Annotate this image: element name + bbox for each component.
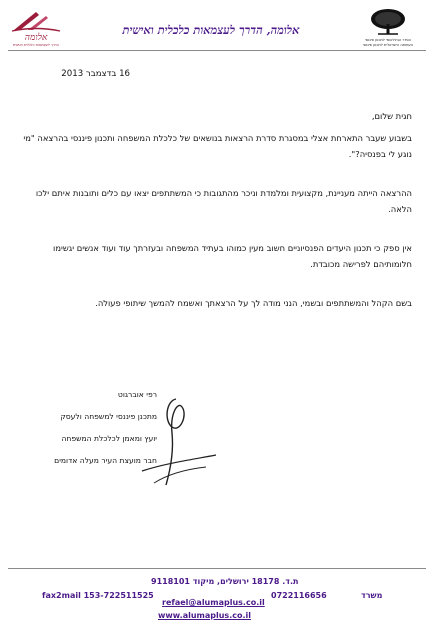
- signatory-title-3: חבר מועצת העיר מעלה אדומים: [54, 456, 157, 465]
- footer-website-link[interactable]: www.alumaplus.co.il: [158, 611, 251, 620]
- tree-seal-text-line-2: העמותה הישראלית לתכנון פיננסי: [362, 42, 414, 47]
- footer-email-link[interactable]: refael@alumaplus.co.il: [162, 598, 265, 607]
- letter-date: 16 בדצמבר 2013: [61, 69, 130, 79]
- footer-address: ת.ד. 18178 ירושלים, מיקוד 9118101: [151, 577, 299, 586]
- tree-seal-text: [348, 38, 428, 47]
- letter-paragraph-4: בשם הקהל והמשתתפים ובשמי, הנני מודה לך על הרצאתך ואשמח להמשך שיתופי פעולה.: [95, 298, 412, 308]
- footer-fax: fax2mail 153-722511525: [42, 591, 154, 600]
- aluma-logo-tagline: הדרך לעצמאות כלכלית ואישית: [12, 43, 60, 47]
- aluma-logo-text: אלומה: [24, 33, 48, 43]
- tree-seal-icon: [348, 6, 428, 38]
- aluma-logo: [6, 8, 66, 50]
- letter-greeting: חגית שלום,: [371, 111, 412, 121]
- footer-office-phone: 0722116656: [271, 591, 327, 600]
- footer-office-label: משרד: [361, 591, 383, 600]
- signatory-name: רפי אוברגוט: [117, 390, 157, 399]
- header-title: אלומה, הדרך לעצמאות כלכלית ואישית: [122, 23, 300, 37]
- tree-seal-logo: [348, 6, 428, 50]
- letter-paragraph-2: ההרצאה הייתה מעניינת, מקצועית ומלמדת וניכר מהתגובות כי המשתתפים יצאו עם כלים ותובנות איתם ילכו הלאה.: [35, 188, 412, 214]
- footer-divider: [8, 568, 426, 569]
- header-divider: [8, 50, 426, 51]
- aluma-logo-icon: [6, 8, 66, 34]
- tree-seal-text-line-1: הסדר הבינלאומי לתכנון פיננסי: [364, 38, 412, 42]
- signatory-title-2: יועץ ומאמן לכלכלת המשפחה: [61, 434, 157, 443]
- signatory-title-1: מתכנן פיננסי למשפחה ולעסק: [60, 412, 157, 421]
- letter-paragraph-1: בשבוע שעבר התארחת אצלי במסגרת סדרת הרצאות בנושאים של כלכלת המשפחה ותכנון פיננסי בהרצאה "מי נוגע לי בפנסיה?".: [23, 133, 412, 159]
- letter-paragraph-3: אין ספק כי תכנון היעדים הפנסיוניים חשוב מעין כמוהו בעתיד המשפחה ובעזרתך עוד ועוד אנשים יגשימו חלומותיהם לפרישה מכובדת.: [53, 243, 412, 269]
